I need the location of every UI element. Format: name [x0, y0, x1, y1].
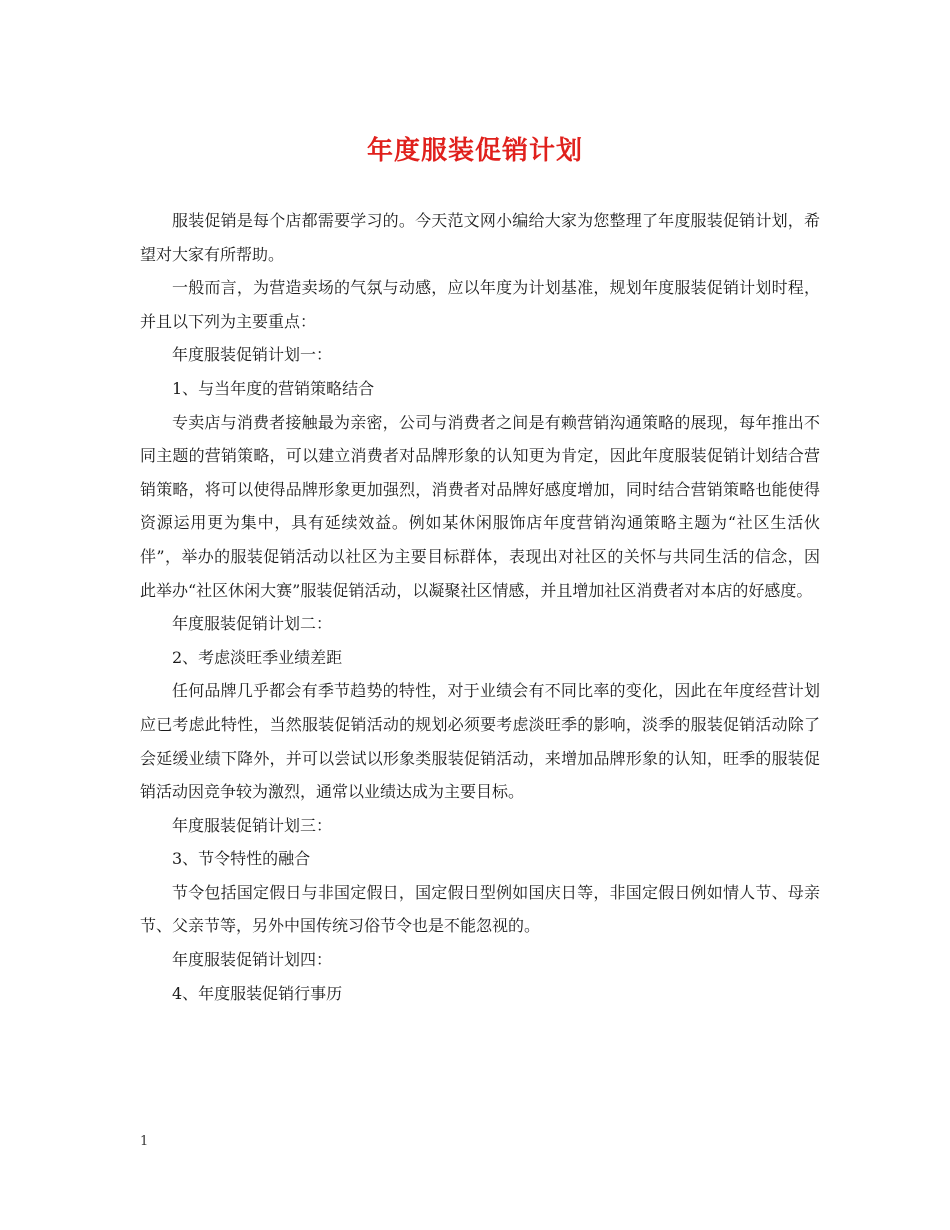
section-heading-plan-4: 年度服装促销计划四： [172, 950, 333, 970]
point-heading-1: 1、与当年度的营销策略结合 [172, 378, 375, 398]
section-heading-plan-3: 年度服装促销计划三： [172, 815, 333, 835]
point-heading-2: 2、考虑淡旺季业绩差距 [172, 647, 343, 667]
paragraph-point-2: 任何品牌几乎都会有季节趋势的特性，对于业绩会有不同比率的变化，因此在年度经营计划应已考虑此特性，当然服装促销活动的规划必须要考虑淡旺季的影响，淡季的服装促销活动除了会延缓业绩下降外，并可以尝试以形象类服装促销活动，来增加品牌形象的认知，旺季的服装促销活动因竞争较为激烈，通常以业绩达成为主要目标。 [140, 681, 820, 802]
paragraph-intro: 服装促销是每个店都需要学习的。今天范文网小编给大家为您整理了年度服装促销计划，希望对大家有所帮助。 [140, 211, 820, 264]
paragraph-point-1: 专卖店与消费者接触最为亲密，公司与消费者之间是有赖营销沟通策略的展现，每年推出不同主题的营销策略，可以建立消费者对品牌形象的认知更为肯定，因此年度服装促销计划结合营销策略，将可以使得品牌形象更加强烈，消费者对品牌好感度增加，同时结合营销策略也能使得资源运用更为集中，具有延续效益。例如某休闲服饰店年度营销沟通策略主题为“社区生活伙伴”，举办的服装促销活动以社区为主要目标群体，表现出对社区的关怀与共同生活的信念，因此举办“社区休闲大赛”服装促销活动，以凝聚社区情感，并且增加社区消费者对本店的好感度。 [140, 412, 820, 600]
section-heading-plan-2: 年度服装促销计划二： [172, 614, 333, 634]
document-title: 年度服装促销计划 [366, 136, 583, 166]
section-heading-plan-1: 年度服装促销计划一： [172, 345, 333, 365]
point-heading-3: 3、节令特性的融合 [172, 849, 311, 869]
document-body [140, 204, 820, 1010]
point-heading-4: 4、年度服装促销行事历 [172, 983, 343, 1003]
paragraph-point-3: 节令包括国定假日与非国定假日，国定假日型例如国庆日等，非国定假日例如情人节、母亲节、父亲节等，另外中国传统习俗节令也是不能忽视的。 [140, 882, 820, 936]
paragraph-overview: 一般而言，为营造卖场的气氛与动感，应以年度为计划基准，规划年度服装促销计划时程，并且以下列为主要重点： [140, 278, 820, 331]
page-number: 1 [140, 1134, 149, 1149]
